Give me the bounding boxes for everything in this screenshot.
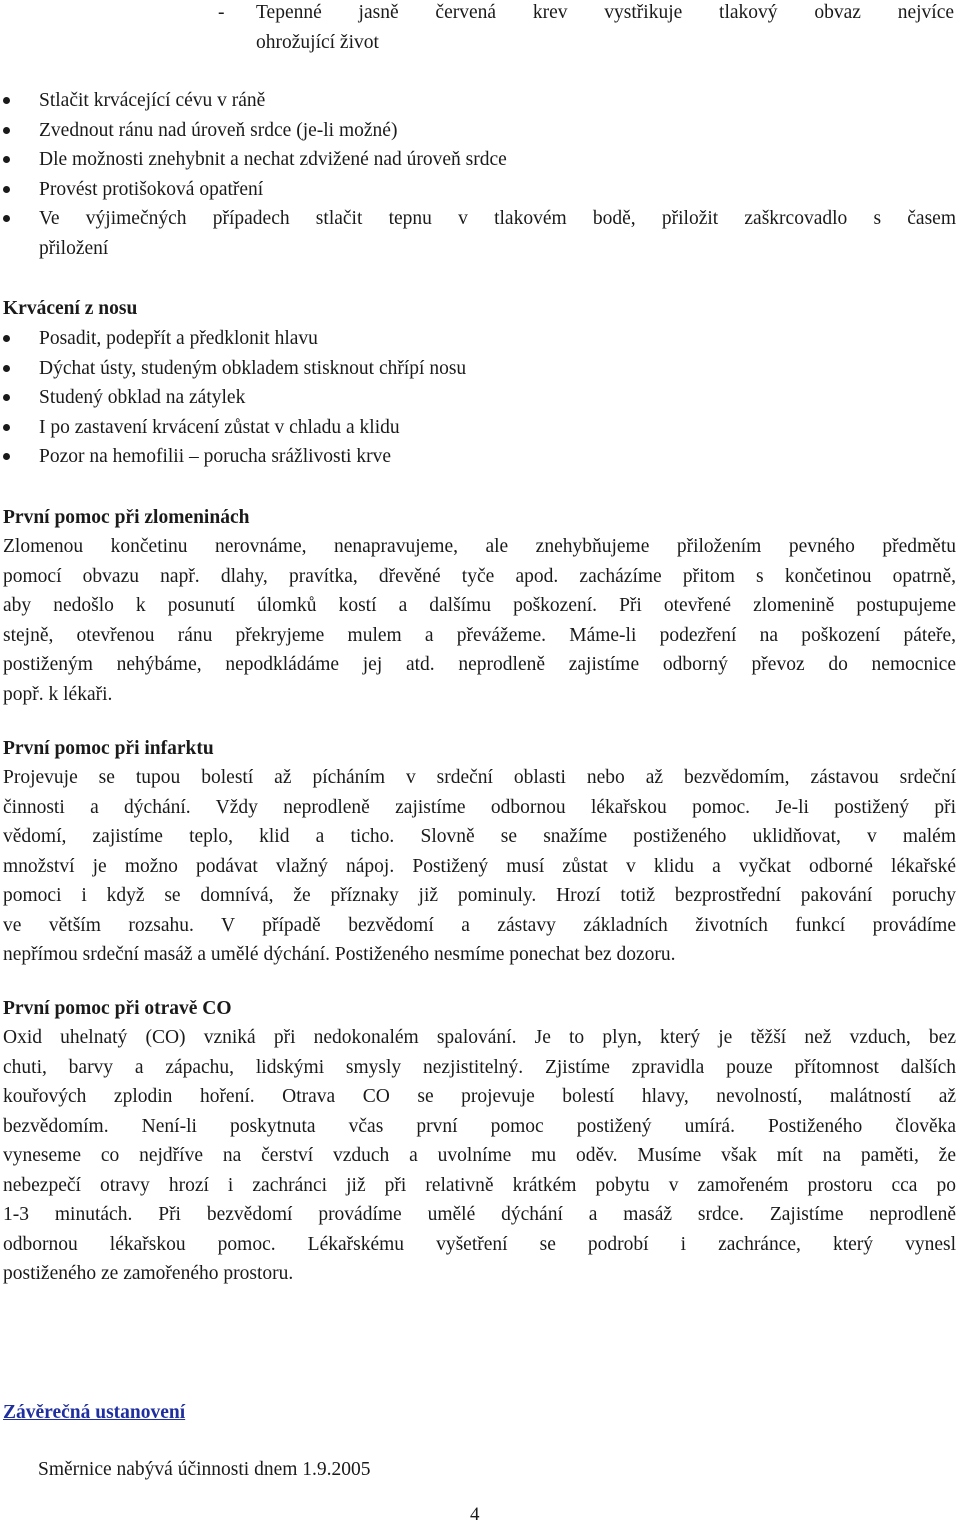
paragraph-line: nebezpečí otravy hrozí i zachránci již při relativně krátkém pobytu v zamořeném prostoru cca po bbox=[3, 1174, 956, 1196]
list-item-text: Zvednout ránu nad úroveň srdce (je-li možné) bbox=[39, 119, 398, 141]
paragraph-line: odbornou lékařskou pomoc. Lékařskému vyšetření se podrobí i zachránce, který vynesl bbox=[3, 1233, 956, 1255]
bullet-icon bbox=[3, 453, 10, 460]
paragraph-line: činnosti a dýchání. Vždy neprodleně zajistíme odbornou lékařskou pomoc. Je-li postižený při bbox=[3, 796, 956, 818]
paragraph-fractures bbox=[3, 532, 956, 709]
list-item bbox=[0, 145, 956, 175]
list-item bbox=[0, 175, 956, 205]
dash-item-text bbox=[256, 0, 954, 57]
paragraph-line: popř. k lékaři. bbox=[3, 683, 113, 705]
list-item-text: Dle možnosti znehybnit a nechat zdvižené nad úroveň srdce bbox=[39, 149, 507, 170]
paragraph-line: Oxid uhelnatý (CO) vzniká při nedokonalém spalování. Je to plyn, který je těžší než vzduch, bez bbox=[3, 1027, 956, 1048]
list-item-text: Pozor na hemofilii – porucha srážlivosti krve bbox=[39, 446, 391, 467]
list-item-text: Stlačit krvácející cévu v ráně bbox=[39, 90, 266, 111]
page-number: 4 bbox=[470, 1504, 480, 1525]
list-item bbox=[0, 86, 956, 116]
list-item bbox=[0, 442, 956, 472]
bullet-icon bbox=[3, 215, 10, 222]
paragraph-line: pomocí obvazu např. dlahy, pravítka, dřevěné tyče apod. zacházíme přitom s končetinou opatrně, bbox=[3, 565, 956, 587]
paragraph-line: Zlomenou končetinu nerovnáme, nenapravujeme, ale znehybňujeme přiložením pevného předmětu bbox=[3, 536, 956, 557]
bullet-icon bbox=[3, 335, 10, 342]
dash-item-line: Tepenné jasně červená krev vystřikuje tlakový obvaz nejvíce bbox=[256, 2, 954, 23]
section-heading-co-poisoning: První pomoc při otravě CO bbox=[3, 998, 232, 1019]
paragraph-line: vědomí, zajistíme teplo, klid a ticho. Slovně se snažíme postiženého uklidňovat, v malém bbox=[3, 826, 956, 847]
paragraph-line: 1-3 minutách. Při bezvědomí provádíme umělé dýchání a masáž srdce. Zajistíme neprodleně bbox=[3, 1204, 956, 1225]
paragraph-line: pomoci i když se domnívá, že příznaky již pominuly. Hrozí totiž bezprostřední pakování poruchy bbox=[3, 885, 956, 906]
list-item bbox=[0, 383, 956, 413]
paragraph-line: vyneseme co nejdříve na čerství vzduch a uvolníme mu oděv. Musíme však mít na paměti, že bbox=[3, 1145, 956, 1166]
paragraph-line: kouřových zplodin hoření. Otrava CO se projevuje bolestí hlavy, nevolností, malátností až bbox=[3, 1086, 956, 1107]
list-item bbox=[0, 413, 956, 443]
list-item-text: přiložení bbox=[39, 237, 109, 259]
bullet-icon bbox=[3, 97, 10, 104]
paragraph-line: chuti, barvy a zápachu, lidskými smysly nezjistitelný. Zjistíme zpravidla pouze přítomnost dalších bbox=[3, 1056, 956, 1078]
paragraph-line: stejně, otevřenou ránu překryjeme mulem a převážeme. Máme-li podezření na poškození páteře, bbox=[3, 624, 956, 646]
paragraph-line: Projevuje se tupou bolestí až pícháním v srdeční oblasti nebo až bezvědomím, zástavou srdeční bbox=[3, 767, 956, 788]
paragraph-line: nepřímou srdeční masáž a umělé dýchání. Postiženého nesmíme ponechat bez dozoru. bbox=[3, 944, 676, 965]
nosebleed-steps-list bbox=[0, 324, 956, 472]
section-heading-fractures: První pomoc při zlomeninách bbox=[3, 507, 250, 528]
effective-date-text: Směrnice nabývá účinnosti dnem 1.9.2005 bbox=[38, 1459, 371, 1480]
bleeding-steps-list bbox=[0, 86, 956, 263]
bullet-icon bbox=[3, 424, 10, 431]
paragraph-line: postiženého ze zamořeného prostoru. bbox=[3, 1263, 294, 1284]
list-item-text: Studený obklad na zátylek bbox=[39, 387, 246, 408]
list-item-text: Provést protišoková opatření bbox=[39, 178, 264, 200]
paragraph-line: postiženým nehýbáme, nepodkládáme jej atd. neprodleně zajistíme odborný převoz do nemocnice bbox=[3, 654, 956, 675]
bullet-icon bbox=[3, 127, 10, 134]
paragraph-line: ve větším rozsahu. V případě bezvědomí a zástavy základních životních funkcí provádíme bbox=[3, 914, 956, 936]
list-item-text: I po zastavení krvácení zůstat v chladu a klidu bbox=[39, 416, 400, 438]
paragraph-infarct bbox=[3, 763, 956, 970]
dash-item-line: ohrožující život bbox=[256, 31, 379, 53]
list-item bbox=[0, 116, 956, 146]
paragraph-co-poisoning bbox=[3, 1023, 956, 1289]
section-heading-final-provisions: Závěrečná ustanovení bbox=[3, 1402, 186, 1423]
bullet-icon bbox=[3, 156, 10, 163]
bullet-icon bbox=[3, 186, 10, 193]
dash-list-item bbox=[218, 0, 954, 57]
section-heading-infarct: První pomoc při infarktu bbox=[3, 738, 214, 759]
list-item bbox=[0, 324, 956, 354]
section-heading-nosebleed: Krvácení z nosu bbox=[3, 298, 138, 319]
bullet-icon bbox=[3, 365, 10, 372]
list-item bbox=[0, 204, 956, 263]
paragraph-line: aby nedošlo k posunutí úlomků kostí a dalšímu poškození. Při otevřené zlomenině postupujeme bbox=[3, 595, 956, 616]
list-item-text: Dýchat ústy, studeným obkladem stisknout chřípí nosu bbox=[39, 357, 467, 379]
paragraph-line: bezvědomím. Není-li poskytnuta včas první pomoc postižený umírá. Postiženého člověka bbox=[3, 1115, 956, 1137]
list-item-text: Posadit, podepřít a předklonit hlavu bbox=[39, 328, 318, 349]
list-item-text: Ve výjimečných případech stlačit tepnu v tlakovém bodě, přiložit zaškrcovadlo s časem bbox=[39, 208, 956, 229]
dash-marker: - bbox=[218, 2, 225, 23]
list-item bbox=[0, 354, 956, 384]
paragraph-line: množství je možno podávat vlažný nápoj. Postižený musí zůstat v klidu a vyčkat odborné lékařské bbox=[3, 855, 956, 877]
bullet-icon bbox=[3, 394, 10, 401]
